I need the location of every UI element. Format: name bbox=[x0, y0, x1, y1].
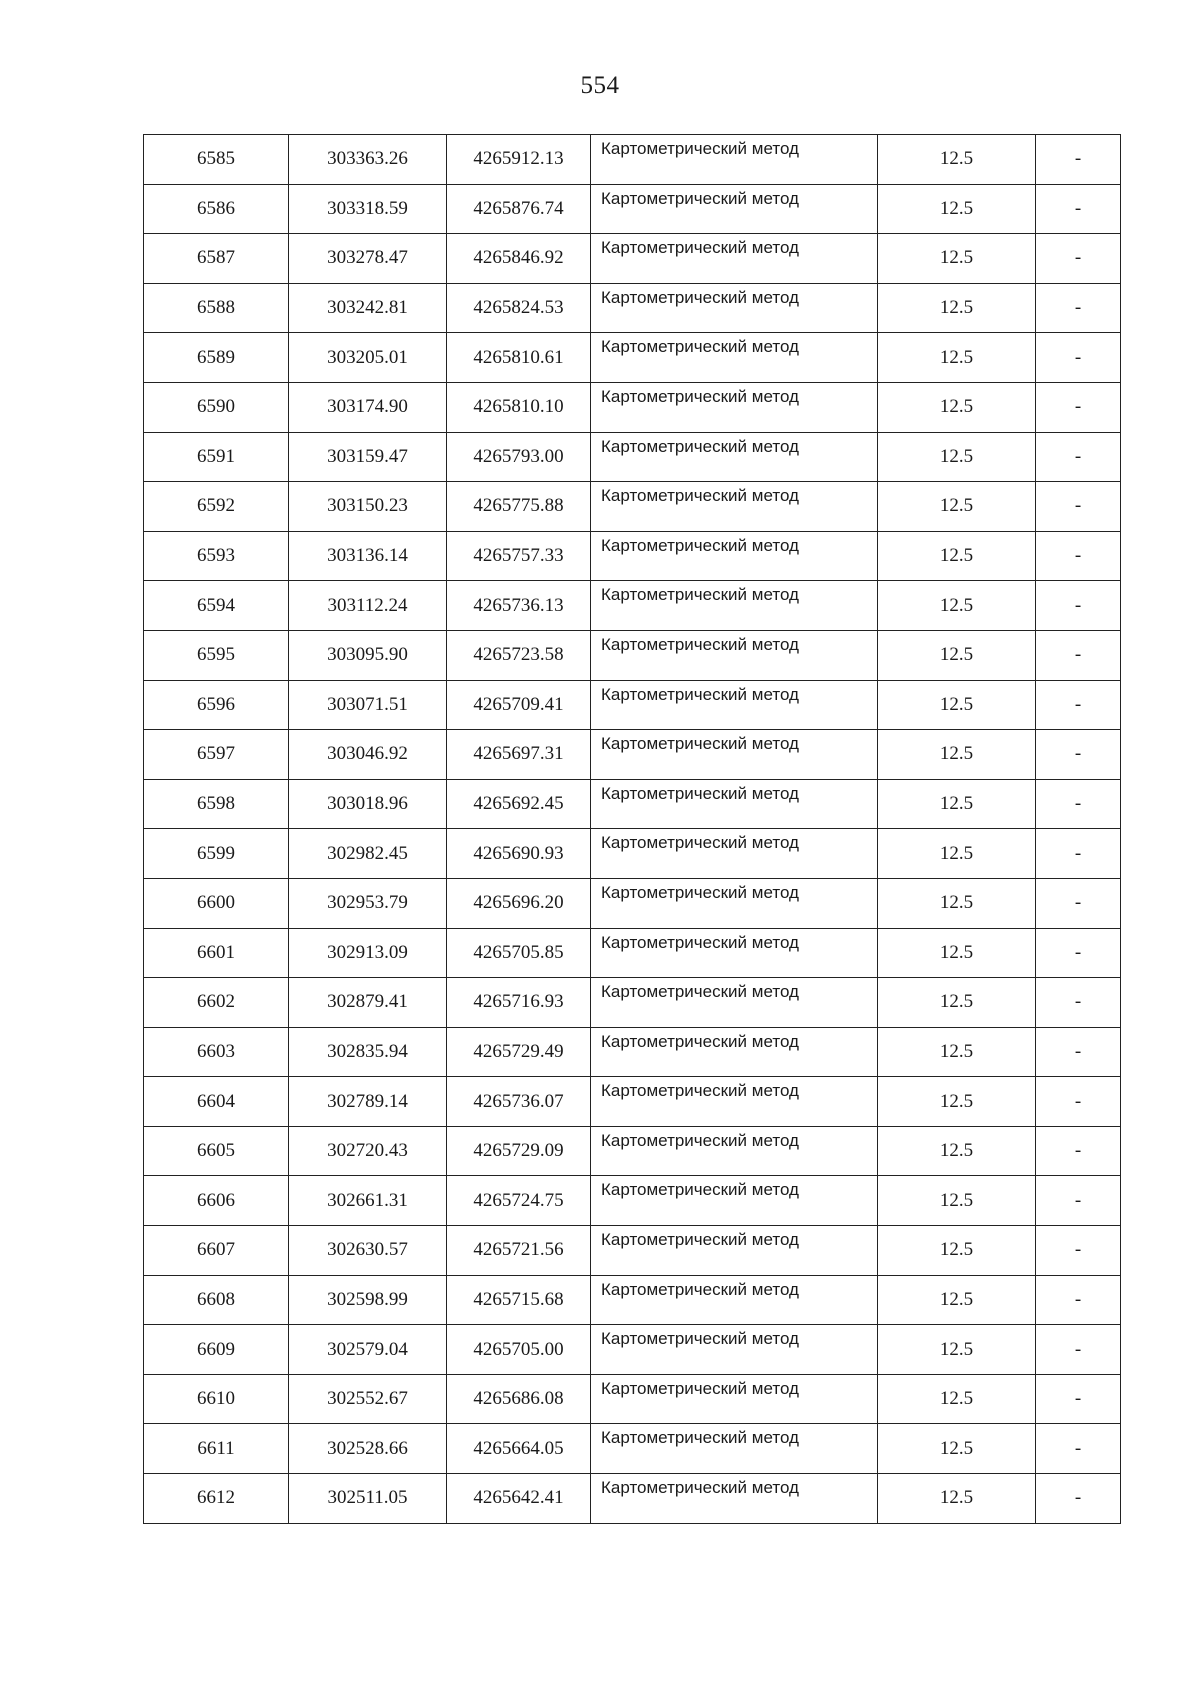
table-row bbox=[144, 283, 1121, 333]
y-coordinate-cell: 4265876.74 bbox=[447, 184, 591, 234]
note-cell: - bbox=[1036, 482, 1121, 532]
accuracy-cell: 12.5 bbox=[878, 382, 1036, 432]
x-coordinate-cell: 303150.23 bbox=[289, 482, 447, 532]
accuracy-cell: 12.5 bbox=[878, 333, 1036, 383]
x-coordinate-cell: 302953.79 bbox=[289, 878, 447, 928]
method-cell: Картометрический метод bbox=[591, 1226, 878, 1276]
accuracy-cell: 12.5 bbox=[878, 482, 1036, 532]
note-cell: - bbox=[1036, 1275, 1121, 1325]
y-coordinate-cell: 4265757.33 bbox=[447, 531, 591, 581]
point-number-cell: 6611 bbox=[144, 1424, 289, 1474]
accuracy-cell: 12.5 bbox=[878, 234, 1036, 284]
point-number-cell: 6603 bbox=[144, 1027, 289, 1077]
accuracy-cell: 12.5 bbox=[878, 1027, 1036, 1077]
table-row bbox=[144, 1374, 1121, 1424]
point-number-cell: 6597 bbox=[144, 730, 289, 780]
table-row bbox=[144, 878, 1121, 928]
method-cell: Картометрический метод bbox=[591, 283, 878, 333]
note-cell: - bbox=[1036, 779, 1121, 829]
note-cell: - bbox=[1036, 184, 1121, 234]
table-row bbox=[144, 928, 1121, 978]
y-coordinate-cell: 4265696.20 bbox=[447, 878, 591, 928]
method-cell: Картометрический метод bbox=[591, 1474, 878, 1524]
accuracy-cell: 12.5 bbox=[878, 283, 1036, 333]
accuracy-cell: 12.5 bbox=[878, 531, 1036, 581]
accuracy-cell: 12.5 bbox=[878, 1424, 1036, 1474]
table-row bbox=[144, 1275, 1121, 1325]
y-coordinate-cell: 4265715.68 bbox=[447, 1275, 591, 1325]
point-number-cell: 6605 bbox=[144, 1126, 289, 1176]
method-cell: Картометрический метод bbox=[591, 482, 878, 532]
x-coordinate-cell: 302879.41 bbox=[289, 978, 447, 1028]
method-cell: Картометрический метод bbox=[591, 829, 878, 879]
x-coordinate-cell: 302982.45 bbox=[289, 829, 447, 879]
x-coordinate-cell: 303159.47 bbox=[289, 432, 447, 482]
point-number-cell: 6596 bbox=[144, 680, 289, 730]
x-coordinate-cell: 302789.14 bbox=[289, 1077, 447, 1127]
point-number-cell: 6594 bbox=[144, 581, 289, 631]
y-coordinate-cell: 4265736.13 bbox=[447, 581, 591, 631]
method-cell: Картометрический метод bbox=[591, 531, 878, 581]
x-coordinate-cell: 302511.05 bbox=[289, 1474, 447, 1524]
x-coordinate-cell: 302579.04 bbox=[289, 1325, 447, 1375]
note-cell: - bbox=[1036, 1027, 1121, 1077]
table-row bbox=[144, 1474, 1121, 1524]
x-coordinate-cell: 303071.51 bbox=[289, 680, 447, 730]
table-row bbox=[144, 482, 1121, 532]
y-coordinate-cell: 4265709.41 bbox=[447, 680, 591, 730]
x-coordinate-cell: 302552.67 bbox=[289, 1374, 447, 1424]
point-number-cell: 6591 bbox=[144, 432, 289, 482]
note-cell: - bbox=[1036, 531, 1121, 581]
note-cell: - bbox=[1036, 581, 1121, 631]
y-coordinate-cell: 4265723.58 bbox=[447, 630, 591, 680]
accuracy-cell: 12.5 bbox=[878, 1275, 1036, 1325]
x-coordinate-cell: 303363.26 bbox=[289, 135, 447, 185]
y-coordinate-cell: 4265824.53 bbox=[447, 283, 591, 333]
note-cell: - bbox=[1036, 234, 1121, 284]
point-number-cell: 6610 bbox=[144, 1374, 289, 1424]
accuracy-cell: 12.5 bbox=[878, 1077, 1036, 1127]
table-row bbox=[144, 135, 1121, 185]
table-row bbox=[144, 680, 1121, 730]
accuracy-cell: 12.5 bbox=[878, 928, 1036, 978]
method-cell: Картометрический метод bbox=[591, 680, 878, 730]
x-coordinate-cell: 303018.96 bbox=[289, 779, 447, 829]
method-cell: Картометрический метод bbox=[591, 1126, 878, 1176]
table-row bbox=[144, 1077, 1121, 1127]
x-coordinate-cell: 303278.47 bbox=[289, 234, 447, 284]
method-cell: Картометрический метод bbox=[591, 184, 878, 234]
table-row bbox=[144, 234, 1121, 284]
y-coordinate-cell: 4265692.45 bbox=[447, 779, 591, 829]
note-cell: - bbox=[1036, 878, 1121, 928]
x-coordinate-cell: 303242.81 bbox=[289, 283, 447, 333]
accuracy-cell: 12.5 bbox=[878, 978, 1036, 1028]
method-cell: Картометрический метод bbox=[591, 928, 878, 978]
note-cell: - bbox=[1036, 283, 1121, 333]
accuracy-cell: 12.5 bbox=[878, 680, 1036, 730]
y-coordinate-cell: 4265775.88 bbox=[447, 482, 591, 532]
page-number: 554 bbox=[580, 72, 620, 99]
point-number-cell: 6587 bbox=[144, 234, 289, 284]
method-cell: Картометрический метод bbox=[591, 1275, 878, 1325]
x-coordinate-cell: 302720.43 bbox=[289, 1126, 447, 1176]
note-cell: - bbox=[1036, 333, 1121, 383]
table-row bbox=[144, 1325, 1121, 1375]
x-coordinate-cell: 302630.57 bbox=[289, 1226, 447, 1276]
x-coordinate-cell: 302913.09 bbox=[289, 928, 447, 978]
point-number-cell: 6612 bbox=[144, 1474, 289, 1524]
point-number-cell: 6608 bbox=[144, 1275, 289, 1325]
point-number-cell: 6601 bbox=[144, 928, 289, 978]
method-cell: Картометрический метод bbox=[591, 234, 878, 284]
method-cell: Картометрический метод bbox=[591, 630, 878, 680]
accuracy-cell: 12.5 bbox=[878, 829, 1036, 879]
note-cell: - bbox=[1036, 1126, 1121, 1176]
note-cell: - bbox=[1036, 630, 1121, 680]
y-coordinate-cell: 4265686.08 bbox=[447, 1374, 591, 1424]
method-cell: Картометрический метод bbox=[591, 1176, 878, 1226]
y-coordinate-cell: 4265664.05 bbox=[447, 1424, 591, 1474]
method-cell: Картометрический метод bbox=[591, 878, 878, 928]
x-coordinate-cell: 303046.92 bbox=[289, 730, 447, 780]
note-cell: - bbox=[1036, 1424, 1121, 1474]
table-row bbox=[144, 531, 1121, 581]
x-coordinate-cell: 302835.94 bbox=[289, 1027, 447, 1077]
point-number-cell: 6589 bbox=[144, 333, 289, 383]
method-cell: Картометрический метод bbox=[591, 581, 878, 631]
y-coordinate-cell: 4265697.31 bbox=[447, 730, 591, 780]
y-coordinate-cell: 4265721.56 bbox=[447, 1226, 591, 1276]
note-cell: - bbox=[1036, 978, 1121, 1028]
accuracy-cell: 12.5 bbox=[878, 432, 1036, 482]
table-row bbox=[144, 730, 1121, 780]
method-cell: Картометрический метод bbox=[591, 730, 878, 780]
point-number-cell: 6592 bbox=[144, 482, 289, 532]
method-cell: Картометрический метод bbox=[591, 1027, 878, 1077]
point-number-cell: 6599 bbox=[144, 829, 289, 879]
method-cell: Картометрический метод bbox=[591, 135, 878, 185]
table-row bbox=[144, 1126, 1121, 1176]
x-coordinate-cell: 303205.01 bbox=[289, 333, 447, 383]
coordinates-table-body bbox=[144, 135, 1121, 1524]
point-number-cell: 6598 bbox=[144, 779, 289, 829]
table-row bbox=[144, 184, 1121, 234]
point-number-cell: 6600 bbox=[144, 878, 289, 928]
note-cell: - bbox=[1036, 680, 1121, 730]
method-cell: Картометрический метод bbox=[591, 779, 878, 829]
point-number-cell: 6609 bbox=[144, 1325, 289, 1375]
accuracy-cell: 12.5 bbox=[878, 730, 1036, 780]
table-row bbox=[144, 333, 1121, 383]
table-row bbox=[144, 829, 1121, 879]
y-coordinate-cell: 4265810.61 bbox=[447, 333, 591, 383]
note-cell: - bbox=[1036, 730, 1121, 780]
x-coordinate-cell: 303136.14 bbox=[289, 531, 447, 581]
y-coordinate-cell: 4265690.93 bbox=[447, 829, 591, 879]
y-coordinate-cell: 4265729.09 bbox=[447, 1126, 591, 1176]
method-cell: Картометрический метод bbox=[591, 1424, 878, 1474]
note-cell: - bbox=[1036, 1374, 1121, 1424]
table-row bbox=[144, 1226, 1121, 1276]
y-coordinate-cell: 4265705.00 bbox=[447, 1325, 591, 1375]
point-number-cell: 6604 bbox=[144, 1077, 289, 1127]
table-row bbox=[144, 581, 1121, 631]
note-cell: - bbox=[1036, 382, 1121, 432]
y-coordinate-cell: 4265793.00 bbox=[447, 432, 591, 482]
note-cell: - bbox=[1036, 432, 1121, 482]
method-cell: Картометрический метод bbox=[591, 432, 878, 482]
y-coordinate-cell: 4265736.07 bbox=[447, 1077, 591, 1127]
y-coordinate-cell: 4265846.92 bbox=[447, 234, 591, 284]
note-cell: - bbox=[1036, 1226, 1121, 1276]
note-cell: - bbox=[1036, 1325, 1121, 1375]
y-coordinate-cell: 4265642.41 bbox=[447, 1474, 591, 1524]
note-cell: - bbox=[1036, 1176, 1121, 1226]
x-coordinate-cell: 302661.31 bbox=[289, 1176, 447, 1226]
y-coordinate-cell: 4265810.10 bbox=[447, 382, 591, 432]
note-cell: - bbox=[1036, 1077, 1121, 1127]
method-cell: Картометрический метод bbox=[591, 382, 878, 432]
point-number-cell: 6595 bbox=[144, 630, 289, 680]
y-coordinate-cell: 4265724.75 bbox=[447, 1176, 591, 1226]
table-row bbox=[144, 978, 1121, 1028]
y-coordinate-cell: 4265716.93 bbox=[447, 978, 591, 1028]
note-cell: - bbox=[1036, 829, 1121, 879]
y-coordinate-cell: 4265729.49 bbox=[447, 1027, 591, 1077]
x-coordinate-cell: 302528.66 bbox=[289, 1424, 447, 1474]
x-coordinate-cell: 303095.90 bbox=[289, 630, 447, 680]
accuracy-cell: 12.5 bbox=[878, 878, 1036, 928]
point-number-cell: 6607 bbox=[144, 1226, 289, 1276]
note-cell: - bbox=[1036, 135, 1121, 185]
accuracy-cell: 12.5 bbox=[878, 1374, 1036, 1424]
accuracy-cell: 12.5 bbox=[878, 1474, 1036, 1524]
y-coordinate-cell: 4265705.85 bbox=[447, 928, 591, 978]
method-cell: Картометрический метод bbox=[591, 1374, 878, 1424]
accuracy-cell: 12.5 bbox=[878, 135, 1036, 185]
accuracy-cell: 12.5 bbox=[878, 1325, 1036, 1375]
accuracy-cell: 12.5 bbox=[878, 581, 1036, 631]
table-row bbox=[144, 779, 1121, 829]
table-row bbox=[144, 630, 1121, 680]
point-number-cell: 6593 bbox=[144, 531, 289, 581]
table-row bbox=[144, 1176, 1121, 1226]
x-coordinate-cell: 302598.99 bbox=[289, 1275, 447, 1325]
accuracy-cell: 12.5 bbox=[878, 1226, 1036, 1276]
x-coordinate-cell: 303318.59 bbox=[289, 184, 447, 234]
point-number-cell: 6606 bbox=[144, 1176, 289, 1226]
point-number-cell: 6602 bbox=[144, 978, 289, 1028]
y-coordinate-cell: 4265912.13 bbox=[447, 135, 591, 185]
method-cell: Картометрический метод bbox=[591, 333, 878, 383]
coordinates-table bbox=[143, 134, 1121, 1524]
point-number-cell: 6588 bbox=[144, 283, 289, 333]
table-row bbox=[144, 382, 1121, 432]
x-coordinate-cell: 303112.24 bbox=[289, 581, 447, 631]
note-cell: - bbox=[1036, 1474, 1121, 1524]
accuracy-cell: 12.5 bbox=[878, 1176, 1036, 1226]
point-number-cell: 6586 bbox=[144, 184, 289, 234]
point-number-cell: 6590 bbox=[144, 382, 289, 432]
method-cell: Картометрический метод bbox=[591, 1077, 878, 1127]
x-coordinate-cell: 303174.90 bbox=[289, 382, 447, 432]
method-cell: Картометрический метод bbox=[591, 978, 878, 1028]
note-cell: - bbox=[1036, 928, 1121, 978]
table-row bbox=[144, 432, 1121, 482]
accuracy-cell: 12.5 bbox=[878, 630, 1036, 680]
point-number-cell: 6585 bbox=[144, 135, 289, 185]
accuracy-cell: 12.5 bbox=[878, 1126, 1036, 1176]
accuracy-cell: 12.5 bbox=[878, 184, 1036, 234]
table-row bbox=[144, 1027, 1121, 1077]
accuracy-cell: 12.5 bbox=[878, 779, 1036, 829]
table-row bbox=[144, 1424, 1121, 1474]
method-cell: Картометрический метод bbox=[591, 1325, 878, 1375]
